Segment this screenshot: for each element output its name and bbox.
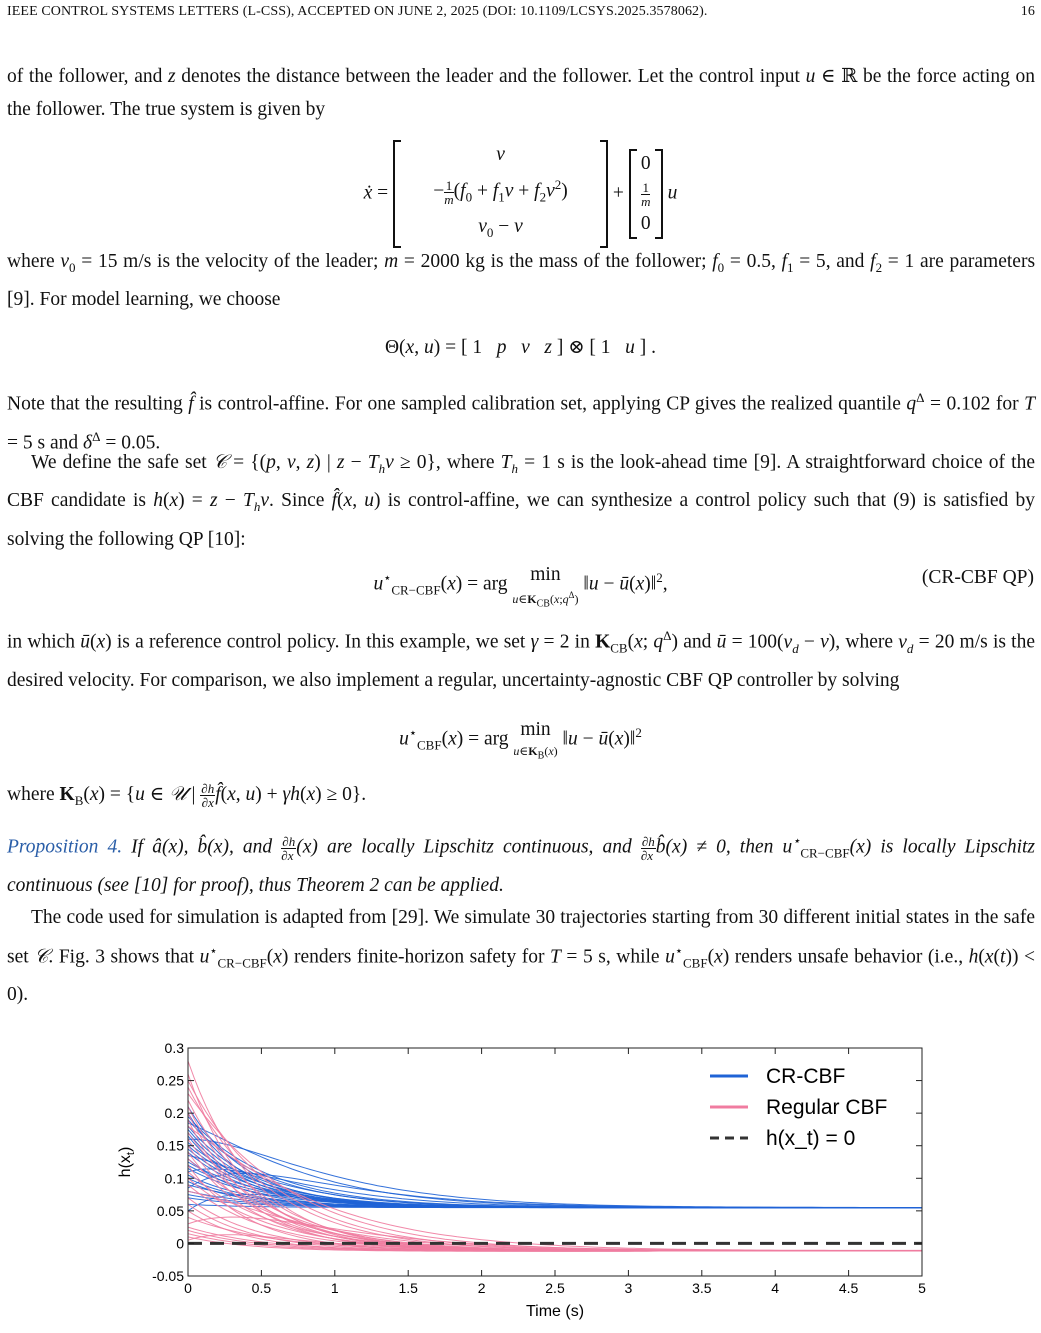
cr-cbf-trajectory: [188, 1156, 922, 1208]
x-tick-label: 1: [330, 1280, 339, 1296]
x-tick-label: 0.5: [251, 1280, 272, 1296]
chart-legend: [710, 1065, 887, 1150]
x-tick-label: 4.5: [838, 1280, 859, 1296]
x-tick-label: 2: [477, 1280, 486, 1296]
legend-label: CR-CBF: [766, 1065, 846, 1088]
regular-cbf-trajectory: [188, 1172, 922, 1251]
proposition-title: Proposition 4.: [7, 836, 123, 858]
paragraph-parameters: where $v_0 = 15$ m/s is the velocity of the leader; m = 2000 kg is the mass of the follower; $f_0 = 0.5$, $f_1 = 5$, and $f_2 = 1$ are parameters [9]. For model learning, we choose: [7, 251, 1036, 311]
regular-cbf-trajectory: [188, 1139, 922, 1251]
legend-label: Regular CBF: [766, 1096, 888, 1119]
paragraph-kb-set: where $K_B(x) = \{u$ ∈ 𝒰 | $\frac{\partial h}{\partial x}$ f̂(x, u) + γh(x) ≥ 0}.: [7, 781, 367, 811]
paragraph-reference-policy: in which ū(x) is a reference control policy. In this example, we set γ = 2 in $K_{CB}(x$; $q^\Delta$) and ū = $100(v_d - v)$, where $v_d = 20$ m/s is the desired velocity. For comparison, we also implement a regular, uncertainty-agnostic CBF QP controller by solving: [7, 628, 1035, 691]
x-tick-label: 0: [184, 1280, 192, 1296]
cr-cbf-trajectories: [188, 1107, 922, 1211]
x-tick-label: 4: [771, 1280, 780, 1296]
y-tick-label: 0.15: [156, 1137, 184, 1154]
equation-cbf-qp: $u^⋆_{CBF}(x)$ = arg min $u\in K_B(x)$ ‖u − ū(x)‖$^2$: [399, 719, 642, 762]
journal-header: IEEE CONTROL SYSTEMS LETTERS (L-CSS), ACCEPTED ON JUNE 2, 2025 (DOI: 10.1109/LCSYS.2025.3578062).: [7, 4, 708, 19]
y-axis-label: $h(x_t)$: [117, 1146, 137, 1178]
x-tick-label: 3.5: [692, 1280, 712, 1296]
x-tick-label: 1.5: [398, 1280, 418, 1296]
x-tick-label: 3: [624, 1280, 633, 1296]
legend-label: h(x_t) = 0: [766, 1127, 856, 1150]
cr-cbf-trajectory: [188, 1165, 922, 1207]
x-tick-label: 2.5: [545, 1280, 565, 1296]
paragraph-simulation: The code used for simulation is adapted from [29]. We simulate 30 trajectories starting from 30 different initial states in the safe set 𝒞. Fig. 3 shows that $u^⋆_{CR-CBF}(x)$ renders finite-horizon safety for T = 5 s, while $u^⋆_{CBF}(x)$ renders unsafe behavior (i.e., h(x(t)) < 0).: [7, 907, 1035, 1006]
x-axis-label: Time (s): [525, 1303, 585, 1320]
regular-cbf-trajectory: [188, 1165, 922, 1251]
equation-features: Θ(x, u) = [ 1 p v z ] ⊗ [ 1 u ] .: [384, 337, 657, 358]
y-tick-label: 0.05: [156, 1202, 184, 1219]
y-tick-label: 0.2: [164, 1105, 184, 1122]
y-tick-label: 0.25: [156, 1072, 184, 1089]
equation-tag-cr-cbf: (CR-CBF QP): [921, 567, 1034, 588]
paragraph-system-intro: of the follower, and z denotes the distance between the leader and the follower. Let the control input u ∈ ℝ be the force acting on the follower. The true system is given by: [7, 66, 1036, 120]
proposition-4: Proposition 4. If â(x), b̂(x), and $\frac{\partial h}{\partial x}$ (x) are locally Lipschitz continuous, and $\frac{\partial h}{\partial x}$ b̂(x) ≠ 0, then $u^⋆_{CR-CBF}(x)$ is locally Lipschitz continuous (see [10] for proof), thus Theorem 2 can be applied.: [7, 833, 1036, 896]
running-header: [7, 4, 1035, 22]
y-tick-label: -0.05: [152, 1268, 184, 1284]
page-number: 16: [1020, 4, 1035, 19]
paragraph-quantile: Note that the resulting f̂ is control-affine. For one sampled calibration set, applying CP gives the realized quantile $q^\Delta = 0.102$ for T = 5 s and $\delta^\Delta = 0.05$.: [7, 390, 1035, 454]
y-tick-label: 0: [176, 1235, 184, 1252]
cr-cbf-trajectory: [188, 1146, 922, 1208]
trajectory-chart: [100, 1038, 940, 1330]
paragraph-safe-set: We define the safe set 𝒞 = {(p, v, z) | $z - T_hv \ge 0$}, where $T_h = 1$ s is the look-ahead time [9]. A straightforward choice of the CBF candidate is $h(x) = z - T_hv$. Since f̂(x, u) is control-affine, we can synthesize a control policy such that (9) is satisfied by solving the following QP [10]:: [7, 452, 1036, 550]
x-tick-label: 5: [918, 1280, 926, 1296]
equation-dynamics: ẋ = v − $\frac{1}{m}$ $(f_0 + f_1v + f_2v^2)$ $v_0 - v$ + 0 $\frac{1}{m}$ 0 u: [0, 140, 1041, 248]
equation-cr-cbf-qp: $u^⋆_{CR-CBF}(x)$ = arg min $u\in K_{CB}(x;q^\Delta)$ ‖u − ū(x)‖$^2$,: [373, 564, 668, 610]
y-tick-label: 0.1: [164, 1170, 184, 1187]
regular-cbf-trajectories: [188, 1061, 922, 1251]
y-tick-label: 0.3: [164, 1040, 184, 1056]
